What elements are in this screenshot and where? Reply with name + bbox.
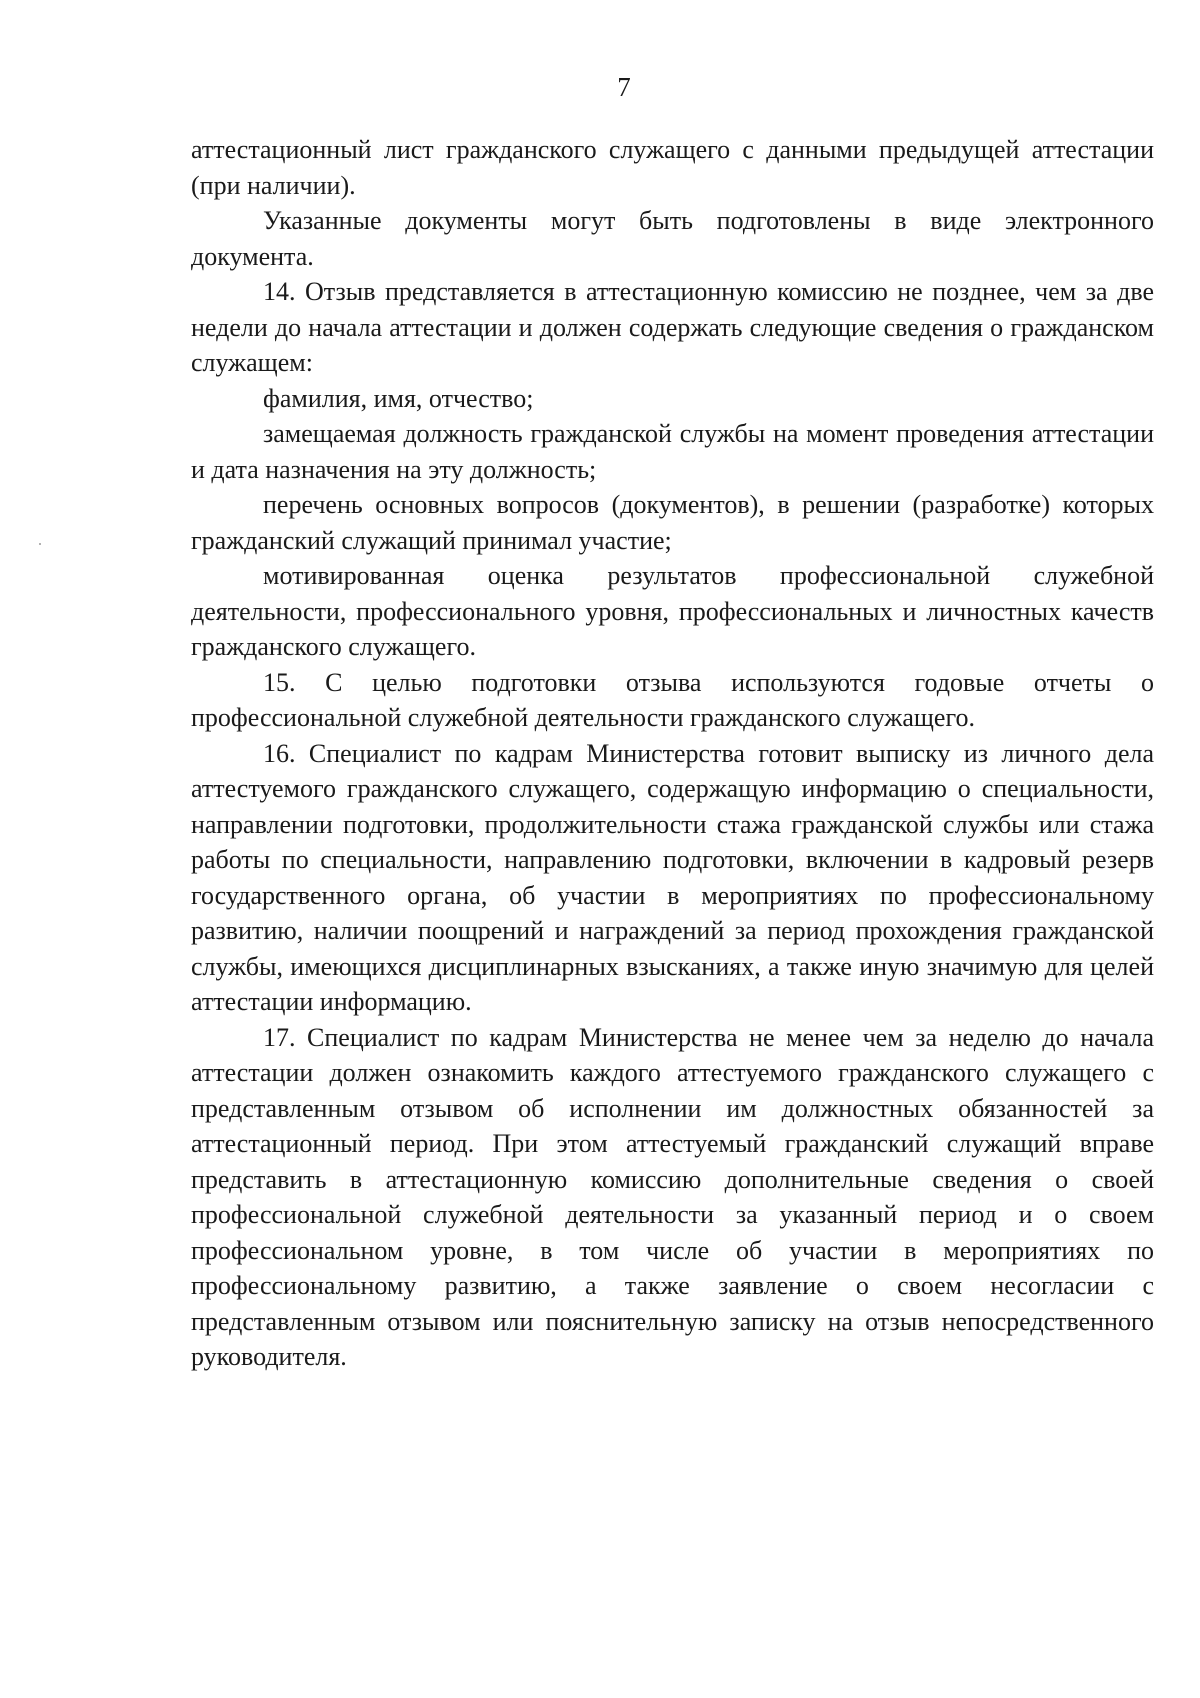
scan-artifact-dot [39,543,41,545]
paragraph-16: 16. Специалист по кадрам Министерства готовит выписку из личного дела аттестуемого гражданского служащего, содержащую информацию о специальности, направлении подготовки, продолжительности стажа гражданской службы или стажа работы по специальности, направлению подготовки, включении в кадровый резерв государственного органа, об участии в мероприятиях по профессиональному развитию, наличии поощрений и награждений за период прохождения гражданской службы, имеющихся дисциплинарных взысканиях, а также иную значимую для целей аттестации информацию. [191,738,1154,1016]
list-item-position: замещаемая должность гражданской службы на момент проведения аттестации и дата назначения на эту должность; [191,419,1154,484]
paragraph-15: 15. С целью подготовки отзыва используются годовые отчеты о профессиональной служебной деятельности гражданского служащего. [191,667,1154,732]
page-number: 7 [617,72,631,102]
list-item-evaluation: мотивированная оценка результатов профессиональной служебной деятельности, профессионального уровня, профессиональных и личностных качеств гражданского служащего. [191,561,1154,661]
document-body [191,132,1154,1375]
list-item-issues: перечень основных вопросов (документов), в решении (разработке) которых гражданский служащий принимал участие; [191,490,1154,555]
paragraph-14: 14. Отзыв представляется в аттестационную комиссию не позднее, чем за две недели до начала аттестации и должен содержать следующие сведения о гражданском служащем: [191,277,1154,377]
list-item-full-name: фамилия, имя, отчество; [263,383,534,413]
paragraph-continuation: аттестационный лист гражданского служащего с данными предыдущей аттестации (при наличии). [191,135,1154,200]
paragraph-electronic-documents: Указанные документы могут быть подготовлены в виде электронного документа. [191,206,1154,271]
paragraph-17: 17. Специалист по кадрам Министерства не менее чем за неделю до начала аттестации должен ознакомить каждого аттестуемого гражданского служащего с представленным отзывом об исполнении им должностных обязанностей за аттестационный период. При этом аттестуемый гражданский служащий вправе представить в аттестационную комиссию дополнительные сведения о своей профессиональной служебной деятельности за указанный период и о своем профессиональном уровне, в том числе об участии в мероприятиях по профессиональному развитию, а также заявление о своем несогласии с представленным отзывом или пояснительную записку на отзыв непосредственного руководителя. [191,1022,1154,1371]
